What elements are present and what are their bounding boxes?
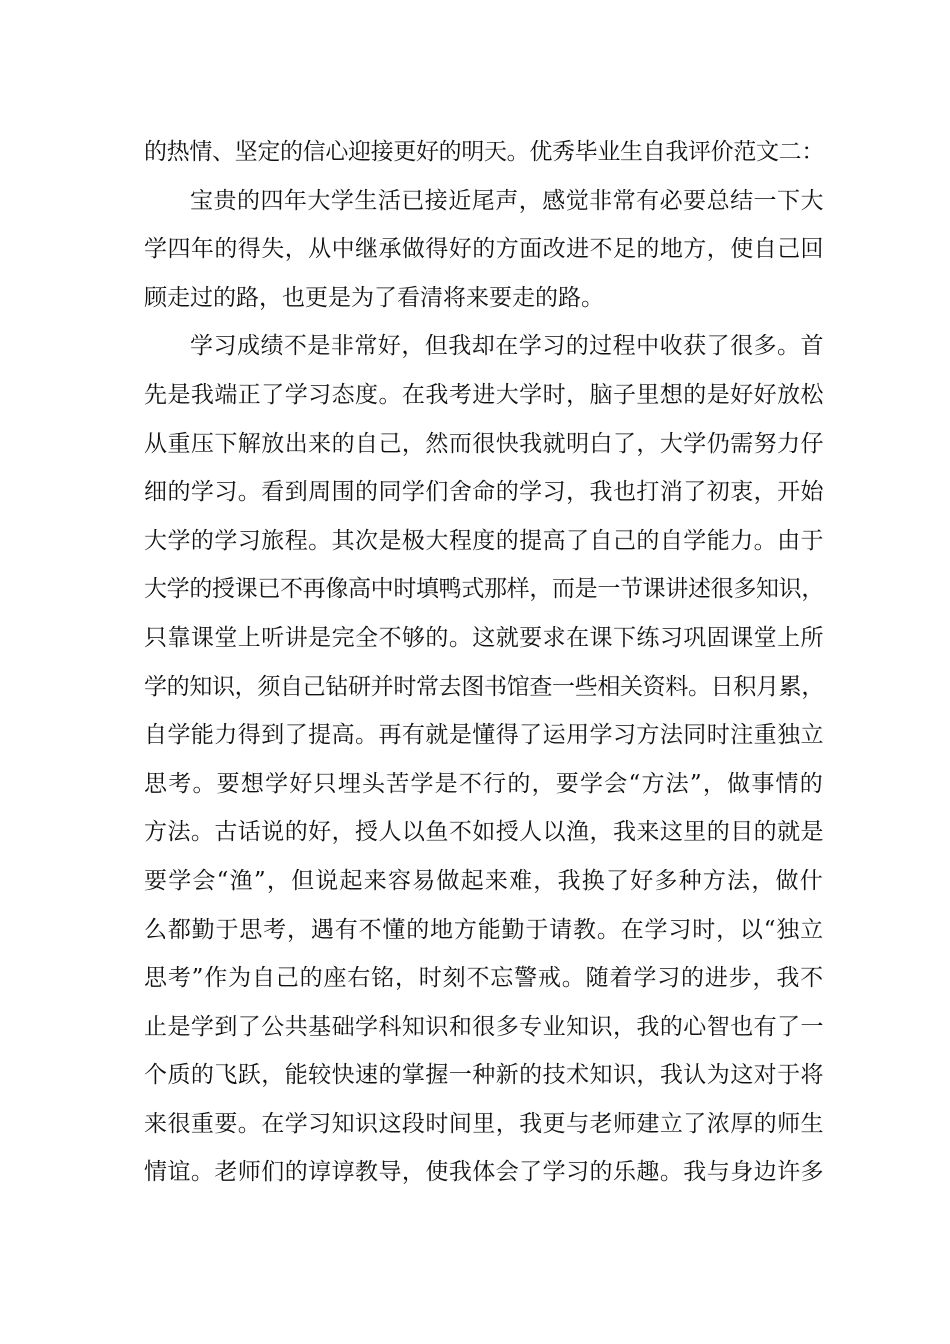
text-line: 大学的授课已不再像高中时填鸭式那样，而是一节课讲述很多知识，: [144, 576, 824, 603]
text-line: 学的知识，须自己钻研并时常去图书馆查一些相关资料。日积月累，: [144, 673, 824, 700]
text-line: 情谊。老师们的谆谆教导，使我体会了学习的乐趣。我与身边许多: [144, 1159, 824, 1186]
text-line: 么都勤于思考，遇有不懂的地方能勤于请教。在学习时，以“独立: [144, 916, 824, 943]
text-line: 自学能力得到了提高。再有就是懂得了运用学习方法同时注重独立: [144, 722, 824, 749]
text-line: 宝贵的四年大学生活已接近尾声，感觉非常有必要总结一下大: [190, 187, 824, 214]
text-line: 思考”作为自己的座右铭，时刻不忘警戒。随着学习的进步，我不: [144, 965, 824, 992]
text-line: 只靠课堂上听讲是完全不够的。这就要求在课下练习巩固课堂上所: [144, 624, 824, 651]
text-line: 从重压下解放出来的自己，然而很快我就明白了，大学仍需努力仔: [144, 430, 824, 457]
text-line: 要学会“渔”，但说起来容易做起来难，我换了好多种方法，做什: [144, 867, 824, 894]
text-line: 学习成绩不是非常好，但我却在学习的过程中收获了很多。首: [190, 333, 824, 360]
text-line: 思考。要想学好只埋头苦学是不行的，要学会“方法”，做事情的: [144, 770, 824, 797]
text-line: 个质的飞跃，能较快速的掌握一种新的技术知识，我认为这对于将: [144, 1062, 824, 1089]
body-text: [144, 128, 824, 1197]
text-line: 的热情、坚定的信心迎接更好的明天。优秀毕业生自我评价范文二：: [144, 139, 824, 165]
text-line: 大学的学习旅程。其次是极大程度的提高了自己的自学能力。由于: [144, 527, 824, 554]
text-line: 顾走过的路，也更是为了看清将来要走的路。: [144, 284, 604, 311]
text-line: 细的学习。看到周围的同学们舍命的学习，我也打消了初衷，开始: [144, 479, 824, 506]
text-line: 方法。古话说的好，授人以鱼不如授人以渔，我来这里的目的就是: [144, 819, 824, 846]
text-line: 学四年的得失，从中继承做得好的方面改进不足的地方，使自己回: [144, 236, 824, 263]
text-line: 止是学到了公共基础学科知识和很多专业知识，我的心智也有了一: [144, 1013, 824, 1040]
text-line: 先是我端正了学习态度。在我考进大学时，脑子里想的是好好放松: [144, 381, 824, 408]
text-line: 来很重要。在学习知识这段时间里，我更与老师建立了浓厚的师生: [144, 1110, 824, 1137]
